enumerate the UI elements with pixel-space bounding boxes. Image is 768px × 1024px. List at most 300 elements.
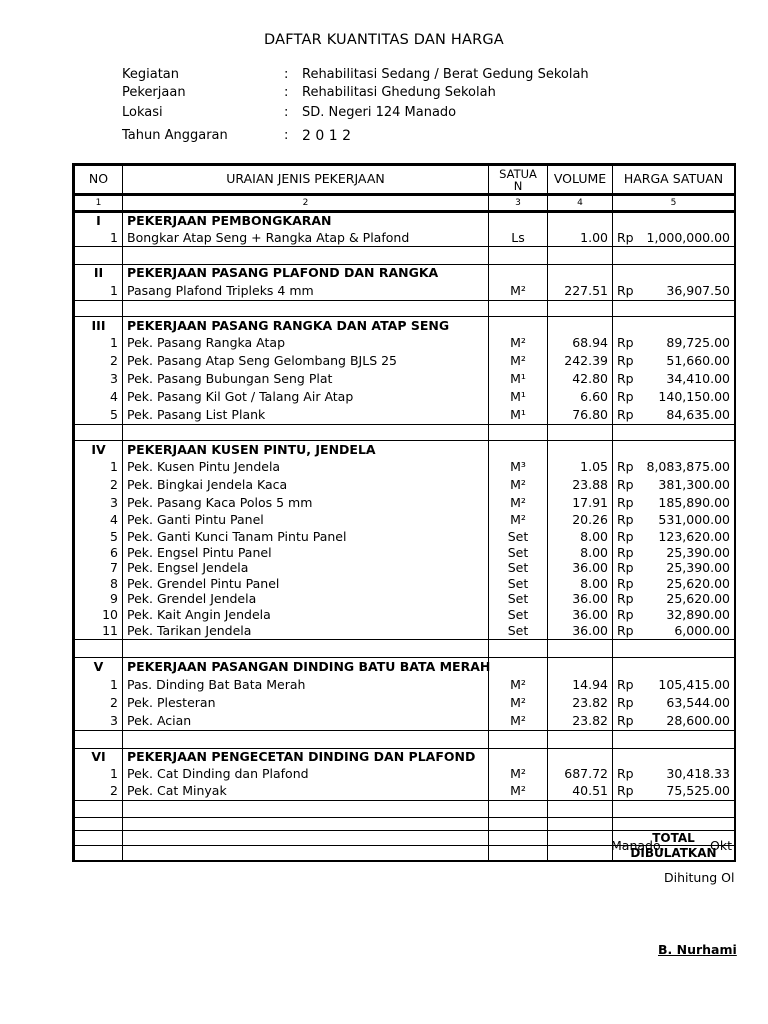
currency-label: Rp: [617, 229, 634, 245]
blank-row: [74, 301, 736, 317]
item-description: Pek. Pasang Atap Seng Gelombang BJLS 25: [123, 352, 489, 370]
item-description: Pek. Bingkai Jendela Kaca: [123, 476, 489, 494]
item-price: [613, 529, 736, 545]
empty-cell: [548, 831, 613, 846]
item-number: 11: [74, 623, 123, 640]
item-price: [613, 576, 736, 592]
item-price: [613, 712, 736, 731]
item-volume: 42.80: [548, 370, 613, 388]
item-description: Pek. Cat Minyak: [123, 783, 489, 801]
item-unit: Set: [489, 592, 548, 607]
item-price: [613, 561, 736, 576]
info-colon: :: [284, 105, 289, 120]
price-amount: 123,620.00: [658, 528, 730, 544]
blank-cell: [123, 731, 489, 749]
rounded-label: DIBULATKAN: [613, 846, 736, 862]
currency-label: Rp: [617, 388, 634, 404]
item-price: [613, 494, 736, 512]
item-row: [74, 282, 736, 301]
item-price: [613, 783, 736, 801]
section-number: II: [74, 265, 123, 283]
item-description: Pek. Pasang List Plank: [123, 406, 489, 425]
price-amount: 105,415.00: [658, 676, 730, 692]
item-volume: 227.51: [548, 282, 613, 301]
item-unit: M²: [489, 712, 548, 731]
item-description: Pek. Cat Dinding dan Plafond: [123, 766, 489, 783]
info-value: Rehabilitasi Ghedung Sekolah: [302, 85, 496, 100]
info-label: Pekerjaan: [122, 85, 186, 100]
item-row: [74, 783, 736, 801]
blank-cell: [548, 640, 613, 658]
item-unit: Set: [489, 576, 548, 592]
currency-label: Rp: [617, 282, 634, 298]
item-row: [74, 459, 736, 476]
item-number: 1: [74, 766, 123, 783]
item-description: Pek. Engsel Pintu Panel: [123, 545, 489, 561]
empty-cell: [548, 658, 613, 677]
currency-label: Rp: [617, 406, 634, 422]
empty-cell: [489, 749, 548, 767]
price-amount: 140,150.00: [658, 388, 730, 404]
blank-cell: [613, 640, 736, 658]
item-number: 1: [74, 335, 123, 352]
section-number: VI: [74, 749, 123, 767]
section-row: [74, 658, 736, 677]
item-unit: M²: [489, 512, 548, 529]
currency-label: Rp: [617, 783, 634, 799]
item-description: Pek. Pasang Bubungan Seng Plat: [123, 370, 489, 388]
blank-cell: [123, 247, 489, 265]
item-unit: M²: [489, 676, 548, 694]
blank-cell: [489, 731, 548, 749]
item-description: Pek. Ganti Kunci Tanam Pintu Panel: [123, 529, 489, 545]
empty-cell: [548, 265, 613, 283]
empty-cell: [74, 846, 123, 862]
price-amount: 30,418.33: [666, 766, 730, 782]
price-amount: 51,660.00: [666, 352, 730, 368]
blank-cell: [123, 301, 489, 317]
item-unit: M²: [489, 335, 548, 352]
item-number: 10: [74, 607, 123, 623]
section-number: I: [74, 212, 123, 231]
blank-cell: [613, 247, 736, 265]
item-price: [613, 592, 736, 607]
item-unit: M¹: [489, 388, 548, 406]
item-volume: 23.82: [548, 712, 613, 731]
item-number: 2: [74, 783, 123, 801]
document-title: DAFTAR KUANTITAS DAN HARGA: [264, 32, 504, 48]
blank-row: [74, 818, 736, 831]
item-volume: 1.00: [548, 230, 613, 247]
header-uraian: URAIAN JENIS PEKERJAAN: [123, 165, 489, 195]
signer-name: B. Nurhami: [658, 942, 737, 957]
currency-label: Rp: [617, 528, 634, 544]
section-title: PEKERJAAN PEMBONGKARAN: [123, 212, 489, 231]
item-row: [74, 406, 736, 425]
empty-cell: [613, 441, 736, 460]
empty-cell: [123, 846, 489, 862]
item-number: 3: [74, 712, 123, 731]
item-volume: 36.00: [548, 561, 613, 576]
blank-row: [74, 640, 736, 658]
total-label: TOTAL: [613, 831, 736, 846]
blank-cell: [123, 640, 489, 658]
price-amount: 28,600.00: [666, 712, 730, 728]
blank-cell: [489, 818, 548, 831]
item-number: 3: [74, 370, 123, 388]
section-title: PEKERJAAN PASANG RANGKA DAN ATAP SENG: [123, 317, 489, 336]
section-number: IV: [74, 441, 123, 460]
price-amount: 63,544.00: [666, 694, 730, 710]
blank-cell: [613, 301, 736, 317]
empty-cell: [489, 846, 548, 862]
item-volume: 23.82: [548, 694, 613, 712]
price-amount: 531,000.00: [658, 512, 730, 528]
item-volume: 23.88: [548, 476, 613, 494]
item-unit: M²: [489, 352, 548, 370]
blank-cell: [613, 818, 736, 831]
item-row: [74, 476, 736, 494]
item-description: Pek. Grendel Pintu Panel: [123, 576, 489, 592]
currency-label: Rp: [617, 591, 634, 607]
empty-cell: [548, 441, 613, 460]
item-row: [74, 335, 736, 352]
item-row: [74, 766, 736, 783]
price-amount: 1,000,000.00: [646, 229, 730, 245]
info-label: Tahun Anggaran: [122, 128, 228, 143]
item-volume: 6.60: [548, 388, 613, 406]
section-title: PEKERJAAN KUSEN PINTU, JENDELA: [123, 441, 489, 460]
price-amount: 25,390.00: [666, 544, 730, 560]
item-number: 1: [74, 676, 123, 694]
blank-cell: [74, 425, 123, 441]
blank-cell: [74, 801, 123, 818]
item-number: 9: [74, 592, 123, 607]
blank-cell: [74, 301, 123, 317]
currency-label: Rp: [617, 352, 634, 368]
currency-label: Rp: [617, 606, 634, 622]
price-amount: 75,525.00: [666, 783, 730, 799]
column-number-row: [74, 195, 736, 212]
blank-cell: [489, 640, 548, 658]
header-harga-satuan: HARGA SATUAN: [613, 165, 736, 195]
item-description: Pasang Plafond Tripleks 4 mm: [123, 282, 489, 301]
item-price: [613, 623, 736, 640]
item-unit: M²: [489, 783, 548, 801]
item-volume: 68.94: [548, 335, 613, 352]
item-volume: 8.00: [548, 576, 613, 592]
empty-cell: [613, 265, 736, 283]
currency-label: Rp: [617, 544, 634, 560]
currency-label: Rp: [617, 575, 634, 591]
item-row: [74, 561, 736, 576]
item-number: 6: [74, 545, 123, 561]
section-row: [74, 212, 736, 231]
price-amount: 25,620.00: [666, 575, 730, 591]
price-amount: 84,635.00: [666, 406, 730, 422]
price-amount: 34,410.00: [666, 370, 730, 386]
item-price: [613, 676, 736, 694]
item-number: 5: [74, 529, 123, 545]
item-number: 2: [74, 694, 123, 712]
col-number: 3: [489, 195, 548, 212]
price-amount: 185,890.00: [658, 494, 730, 510]
currency-label: Rp: [617, 712, 634, 728]
price-amount: 32,890.00: [666, 606, 730, 622]
table-body: [74, 212, 736, 862]
item-number: 8: [74, 576, 123, 592]
empty-cell: [548, 846, 613, 862]
item-price: [613, 335, 736, 352]
blank-cell: [548, 801, 613, 818]
section-title: PEKERJAAN PASANG PLAFOND DAN RANGKA: [123, 265, 489, 283]
blank-cell: [74, 818, 123, 831]
item-number: 4: [74, 512, 123, 529]
computed-by-label: Dihitung Ol: [664, 870, 735, 885]
item-description: Pek. Engsel Jendela: [123, 561, 489, 576]
blank-row: [74, 247, 736, 265]
item-row: [74, 676, 736, 694]
price-amount: 381,300.00: [658, 476, 730, 492]
item-number: 1: [74, 282, 123, 301]
col-number: 2: [123, 195, 489, 212]
item-description: Pek. Kait Angin Jendela: [123, 607, 489, 623]
item-volume: 76.80: [548, 406, 613, 425]
item-description: Pek. Acian: [123, 712, 489, 731]
item-volume: 1.05: [548, 459, 613, 476]
item-number: 7: [74, 561, 123, 576]
empty-cell: [489, 265, 548, 283]
blank-cell: [123, 801, 489, 818]
item-price: [613, 607, 736, 623]
item-unit: M¹: [489, 406, 548, 425]
section-row: [74, 749, 736, 767]
section-number: V: [74, 658, 123, 677]
blank-cell: [74, 247, 123, 265]
empty-cell: [489, 441, 548, 460]
item-unit: M²: [489, 694, 548, 712]
item-row: [74, 607, 736, 623]
item-price: [613, 230, 736, 247]
price-amount: 89,725.00: [666, 335, 730, 351]
blank-cell: [489, 425, 548, 441]
empty-cell: [613, 658, 736, 677]
item-price: [613, 512, 736, 529]
info-value: Rehabilitasi Sedang / Berat Gedung Sekolah: [302, 67, 589, 82]
blank-cell: [548, 818, 613, 831]
item-volume: 242.39: [548, 352, 613, 370]
item-row: [74, 576, 736, 592]
blank-cell: [123, 425, 489, 441]
item-volume: 14.94: [548, 676, 613, 694]
item-unit: M³: [489, 459, 548, 476]
item-description: Bongkar Atap Seng + Rangka Atap & Plafond: [123, 230, 489, 247]
empty-cell: [613, 749, 736, 767]
item-row: [74, 388, 736, 406]
info-label: Kegiatan: [122, 67, 180, 82]
item-description: Pek. Pasang Kil Got / Talang Air Atap: [123, 388, 489, 406]
currency-label: Rp: [617, 335, 634, 351]
item-unit: M²: [489, 766, 548, 783]
empty-cell: [489, 317, 548, 336]
item-number: 3: [74, 494, 123, 512]
item-unit: Set: [489, 561, 548, 576]
price-amount: 6,000.00: [674, 622, 730, 638]
item-description: Pek. Pasang Kaca Polos 5 mm: [123, 494, 489, 512]
blank-cell: [74, 640, 123, 658]
info-colon: :: [284, 128, 289, 143]
item-row: [74, 352, 736, 370]
empty-cell: [548, 317, 613, 336]
item-price: [613, 388, 736, 406]
currency-label: Rp: [617, 512, 634, 528]
empty-cell: [123, 831, 489, 846]
item-volume: 36.00: [548, 592, 613, 607]
section-title: PEKERJAAN PASANGAN DINDING BATU BATA MERAH: [123, 658, 489, 677]
blank-row: [74, 425, 736, 441]
item-row: [74, 545, 736, 561]
item-unit: Set: [489, 607, 548, 623]
col-number: 5: [613, 195, 736, 212]
currency-label: Rp: [617, 370, 634, 386]
section-row: [74, 441, 736, 460]
item-description: Pek. Ganti Pintu Panel: [123, 512, 489, 529]
header-volume: VOLUME: [548, 165, 613, 195]
empty-cell: [613, 212, 736, 231]
item-unit: M¹: [489, 370, 548, 388]
item-row: [74, 592, 736, 607]
blank-cell: [123, 818, 489, 831]
item-price: [613, 766, 736, 783]
section-title: PEKERJAAN PENGECETAN DINDING DAN PLAFOND: [123, 749, 489, 767]
empty-cell: [489, 658, 548, 677]
signature-month: Okt: [710, 838, 732, 853]
item-row: [74, 230, 736, 247]
item-volume: 8.00: [548, 545, 613, 561]
currency-label: Rp: [617, 476, 634, 492]
empty-cell: [74, 831, 123, 846]
item-row: [74, 694, 736, 712]
item-volume: 17.91: [548, 494, 613, 512]
price-amount: 36,907.50: [666, 282, 730, 298]
item-description: Pek. Pasang Rangka Atap: [123, 335, 489, 352]
item-price: [613, 694, 736, 712]
info-value: 2 0 1 2: [302, 128, 351, 144]
signature-place: Manado,: [611, 838, 665, 853]
section-number: III: [74, 317, 123, 336]
empty-cell: [613, 317, 736, 336]
price-amount: 25,620.00: [666, 591, 730, 607]
item-price: [613, 406, 736, 425]
item-volume: 36.00: [548, 607, 613, 623]
item-row: [74, 494, 736, 512]
item-volume: 20.26: [548, 512, 613, 529]
item-price: [613, 282, 736, 301]
item-row: [74, 370, 736, 388]
blank-row: [74, 801, 736, 818]
item-number: 1: [74, 459, 123, 476]
item-number: 5: [74, 406, 123, 425]
blank-cell: [74, 731, 123, 749]
blank-cell: [489, 247, 548, 265]
info-colon: :: [284, 67, 289, 82]
item-volume: 687.72: [548, 766, 613, 783]
currency-label: Rp: [617, 694, 634, 710]
blank-row: [74, 731, 736, 749]
item-volume: 40.51: [548, 783, 613, 801]
item-price: [613, 352, 736, 370]
item-number: 2: [74, 352, 123, 370]
header-no: NO: [74, 165, 123, 195]
currency-label: Rp: [617, 676, 634, 692]
header-satuan: SATUA N: [489, 165, 548, 195]
item-row: [74, 712, 736, 731]
item-unit: Ls: [489, 230, 548, 247]
table-header-row: [74, 165, 736, 195]
empty-cell: [548, 749, 613, 767]
item-number: 2: [74, 476, 123, 494]
item-row: [74, 623, 736, 640]
item-number: 1: [74, 230, 123, 247]
currency-label: Rp: [617, 560, 634, 576]
info-colon: :: [284, 85, 289, 100]
item-description: Pek. Tarikan Jendela: [123, 623, 489, 640]
blank-cell: [548, 731, 613, 749]
item-price: [613, 476, 736, 494]
item-description: Pek. Plesteran: [123, 694, 489, 712]
currency-label: Rp: [617, 459, 634, 475]
item-unit: M²: [489, 494, 548, 512]
blank-cell: [613, 731, 736, 749]
col-number: 1: [74, 195, 123, 212]
item-unit: M²: [489, 476, 548, 494]
blank-cell: [548, 425, 613, 441]
section-row: [74, 265, 736, 283]
item-volume: 36.00: [548, 623, 613, 640]
price-amount: 25,390.00: [666, 560, 730, 576]
item-unit: Set: [489, 545, 548, 561]
item-description: Pek. Kusen Pintu Jendela: [123, 459, 489, 476]
info-value: SD. Negeri 124 Manado: [302, 105, 457, 120]
empty-cell: [489, 831, 548, 846]
item-description: Pek. Grendel Jendela: [123, 592, 489, 607]
item-price: [613, 459, 736, 476]
section-row: [74, 317, 736, 336]
currency-label: Rp: [617, 766, 634, 782]
blank-cell: [613, 425, 736, 441]
blank-cell: [548, 247, 613, 265]
item-number: 4: [74, 388, 123, 406]
empty-cell: [489, 212, 548, 231]
item-price: [613, 370, 736, 388]
item-unit: M²: [489, 282, 548, 301]
empty-cell: [548, 212, 613, 231]
item-volume: 8.00: [548, 529, 613, 545]
price-amount: 8,083,875.00: [646, 459, 730, 475]
item-unit: Set: [489, 623, 548, 640]
blank-cell: [613, 801, 736, 818]
currency-label: Rp: [617, 494, 634, 510]
blank-cell: [489, 801, 548, 818]
info-label: Lokasi: [122, 105, 163, 120]
item-row: [74, 512, 736, 529]
blank-cell: [548, 301, 613, 317]
item-price: [613, 545, 736, 561]
item-unit: Set: [489, 529, 548, 545]
item-row: [74, 529, 736, 545]
item-description: Pas. Dinding Bat Bata Merah: [123, 676, 489, 694]
currency-label: Rp: [617, 622, 634, 638]
